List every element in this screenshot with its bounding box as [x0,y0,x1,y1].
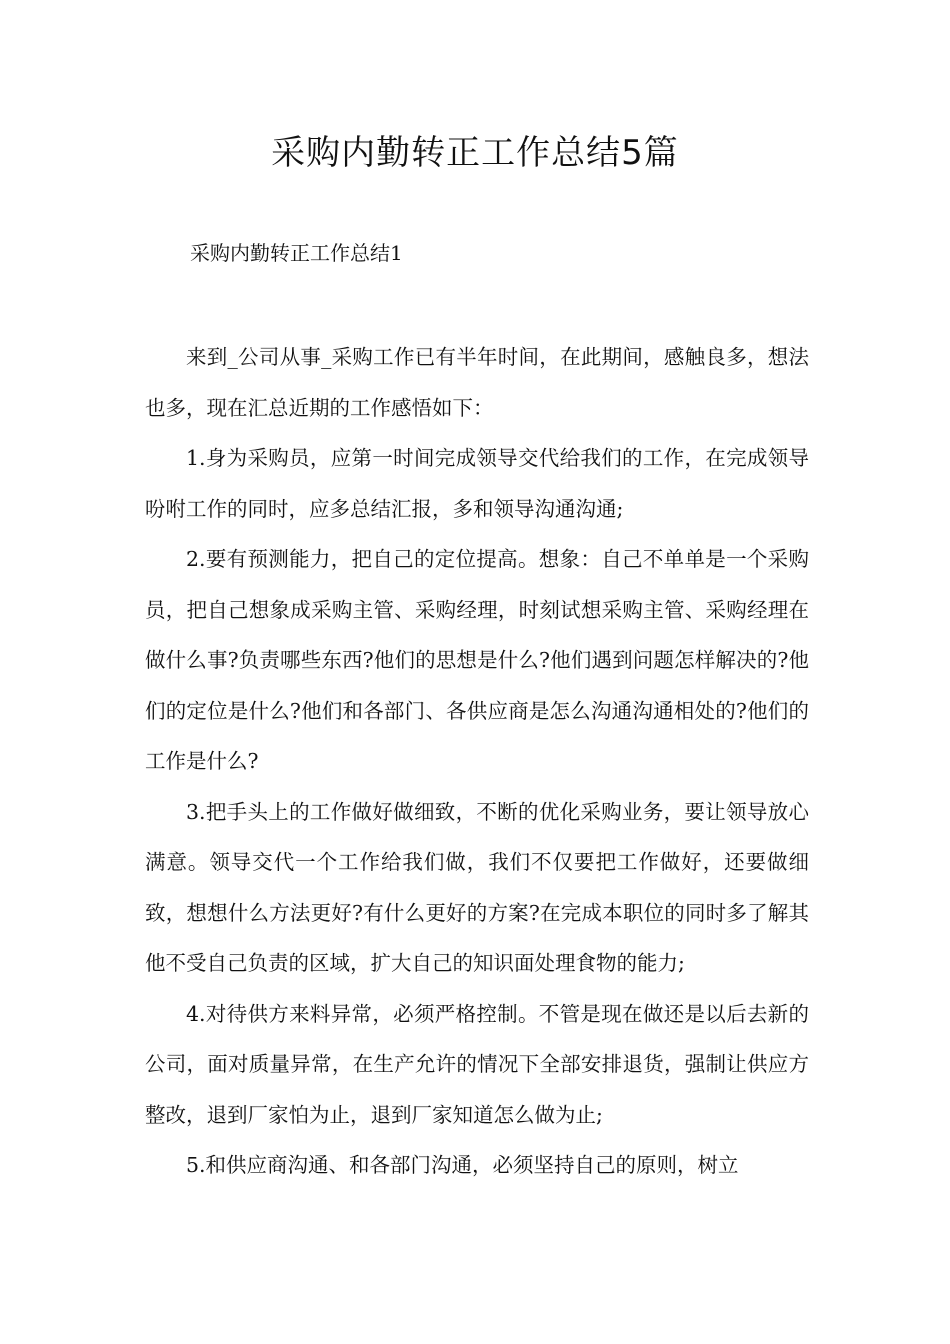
section-heading: 采购内勤转正工作总结1 [190,241,403,265]
paragraph-point-3: 3.把手头上的工作做好做细致，不断的优化采购业务，要让领导放心满意。领导交代一个工作给我们做，我们不仅要把工作做好，还要做细致，想想什么方法更好?有什么更好的方案?在完成本职位的同时多了解其他不受自己负责的区域，扩大自己的知识面处理食物的能力; [145,799,809,975]
paragraph-point-5: 5.和供应商沟通、和各部门沟通，必须坚持自己的原则，树立 [186,1153,739,1177]
paragraph-point-1: 1.身为采购员，应第一时间完成领导交代给我们的工作，在完成领导吩咐工作的同时，应多总结汇报，多和领导沟通沟通; [145,446,809,521]
document-title: 采购内勤转正工作总结5篇 [271,133,679,173]
paragraph-point-4: 4.对待供方来料异常，必须严格控制。不管是现在做还是以后去新的公司，面对质量异常，在生产允许的情况下全部安排退货，强制让供应方整改，退到厂家怕为止，退到厂家知道怎么做为止; [145,1001,809,1127]
document-body [145,332,809,1191]
paragraph-point-2: 2.要有预测能力，把自己的定位提高。想象：自己不单单是一个采购员，把自己想象成采购主管、采购经理，时刻试想采购主管、采购经理在做什么事?负责哪些东西?他们的思想是什么?他们遇到问题怎样解决的?他们的定位是什么?他们和各部门、各供应商是怎么沟通沟通相处的?他们的工作是什么? [145,547,809,773]
paragraph-intro: 来到_公司从事_采购工作已有半年时间，在此期间，感触良多，想法也多，现在汇总近期的工作感悟如下： [145,345,809,420]
